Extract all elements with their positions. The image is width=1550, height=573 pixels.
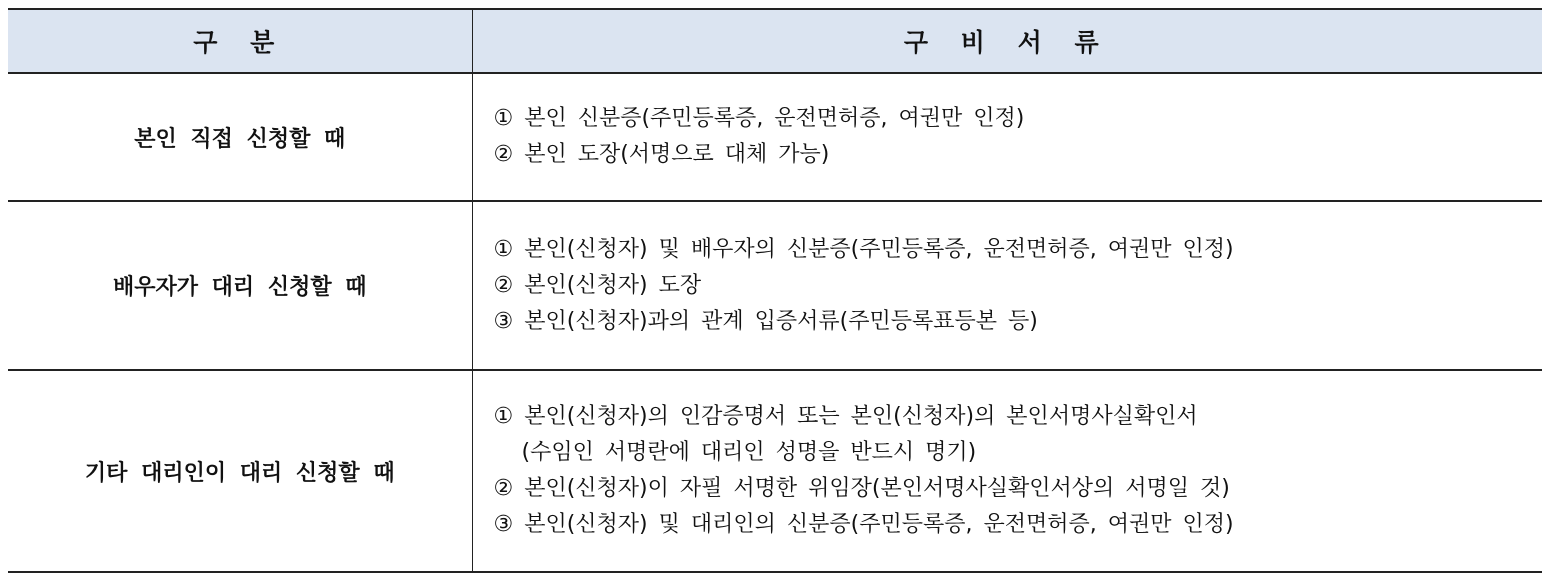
category-cell: 본인 직접 신청할 때 — [8, 73, 472, 201]
table-row — [8, 201, 1542, 370]
document-item: ① 본인 신분증(주민등록증, 운전면허증, 여권만 인정) — [493, 106, 1025, 131]
category-cell: 배우자가 대리 신청할 때 — [8, 201, 472, 370]
document-item: ② 본인 도장(서명으로 대체 가능) — [493, 142, 830, 167]
documents-cell — [472, 73, 1542, 201]
document-item: ② 본인(신청자) 도장 — [493, 272, 702, 298]
category-cell: 기타 대리인이 대리 신청할 때 — [8, 370, 472, 572]
documents-cell — [472, 370, 1542, 572]
document-item: ① 본인(신청자) 및 배우자의 신분증(주민등록증, 운전면허증, 여권만 인정) — [493, 236, 1234, 262]
document-item-note: (수임인 서명란에 대리인 성명을 반드시 명기) — [521, 440, 977, 465]
document-item: ① 본인(신청자)의 인감증명서 또는 본인(신청자)의 본인서명사실확인서 — [493, 404, 1198, 429]
table-row — [8, 73, 1542, 201]
required-documents-table — [8, 8, 1542, 573]
header-documents: 구 비 서 류 — [472, 9, 1542, 73]
document-item: ③ 본인(신청자)과의 관계 입증서류(주민등록표등본 등) — [493, 308, 1038, 334]
header-row — [8, 9, 1542, 73]
document-item: ③ 본인(신청자) 및 대리인의 신분증(주민등록증, 운전면허증, 여권만 인정) — [493, 512, 1234, 537]
table-header — [8, 9, 1542, 73]
document-item: ② 본인(신청자)이 자필 서명한 위임장(본인서명사실확인서상의 서명일 것) — [493, 476, 1230, 501]
table-row — [8, 370, 1542, 572]
header-category: 구 분 — [8, 9, 472, 73]
table-body — [8, 73, 1542, 572]
documents-cell — [472, 201, 1542, 370]
